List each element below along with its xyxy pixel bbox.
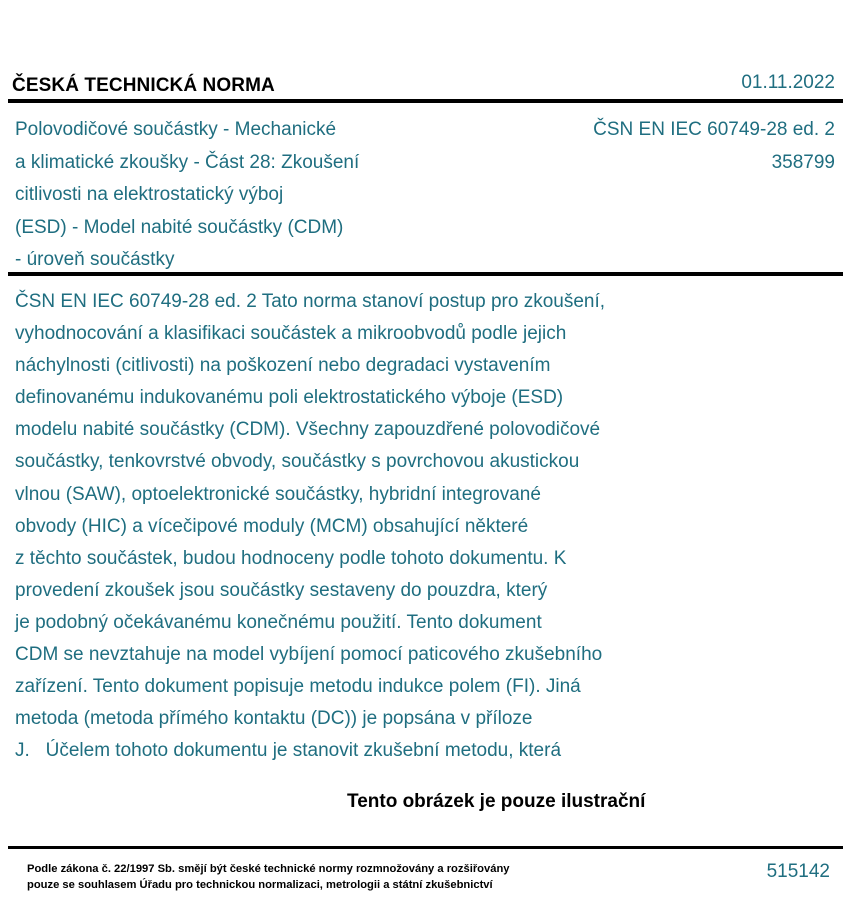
page-title: ČESKÁ TECHNICKÁ NORMA [12, 75, 275, 96]
abstract-line: z těchto součástek, budou hodnoceny podle tohoto dokumentu. K [15, 547, 567, 569]
document-code: 515142 [766, 861, 830, 882]
standard-title-line: Polovodičové součástky - Mechanické [15, 119, 337, 140]
abstract-line: metoda (metoda přímého kontaktu (DC)) je popsána v příloze [15, 708, 533, 730]
abstract-line: obvody (HIC) a vícečipové moduly (MCM) obsahující některé [15, 515, 529, 537]
abstract-line: zařízení. Tento dokument popisuje metodu indukce polem (FI). Jiná [15, 676, 581, 698]
standard-title-line: (ESD) - Model nabité součástky (CDM) [15, 216, 344, 238]
middle-divider [8, 272, 843, 276]
illustrative-note: Tento obrázek je pouze ilustrační [347, 791, 646, 812]
abstract-line: vyhodnocování a klasifikaci součástek a mikroobvodů podle jejich [15, 323, 567, 345]
abstract-line: ČSN EN IEC 60749-28 ed. 2 Tato norma stanoví postup pro zkoušení, [15, 291, 606, 312]
abstract-line: J. Účelem tohoto dokumentu je stanovit zkušební metodu, která [15, 740, 562, 762]
abstract-line: je podobný očekávanému konečnému použití. Tento dokument [15, 611, 542, 633]
abstract-text [15, 286, 715, 767]
abstract-line: vlnou (SAW), optoelektronické součástky, hybridní integrované [15, 483, 541, 505]
standard-title-line: - úroveň součástky [15, 249, 175, 270]
class-number: 358799 [771, 151, 835, 173]
standard-identifiers [593, 114, 835, 179]
standard-designation: ČSN EN IEC 60749-28 ed. 2 [593, 119, 835, 140]
legal-notice-line: Podle zákona č. 22/1997 Sb. smějí být české technické normy rozmnožovány a rozšiřovány [27, 863, 510, 875]
abstract-line: součástky, tenkovrstvé obvody, součástky s povrchovou akustickou [15, 451, 580, 473]
legal-notice [27, 862, 510, 893]
legal-notice-line: pouze se souhlasem Úřadu pro technickou normalizaci, metrologii a státní zkušebnictví [27, 878, 493, 891]
top-divider [8, 99, 843, 103]
abstract-line: definovanému indukovanému poli elektrostatického výboje (ESD) [15, 387, 564, 409]
bottom-divider [8, 846, 843, 849]
standard-title [15, 114, 435, 277]
publication-date: 01.11.2022 [741, 72, 835, 93]
abstract-line: náchylnosti (citlivosti) na poškození nebo degradaci vystavením [15, 355, 551, 377]
abstract-line: CDM se nevztahuje na model vybíjení pomocí paticového zkušebního [15, 644, 603, 666]
standard-title-line: a klimatické zkoušky - Část 28: Zkoušení [15, 151, 360, 173]
abstract-line: provedení zkoušek jsou součástky sestaveny do pouzdra, který [15, 579, 548, 601]
abstract-line: modelu nabité součástky (CDM). Všechny zapouzdřené polovodičové [15, 419, 601, 441]
standard-title-line: citlivosti na elektrostatický výboj [15, 184, 284, 205]
